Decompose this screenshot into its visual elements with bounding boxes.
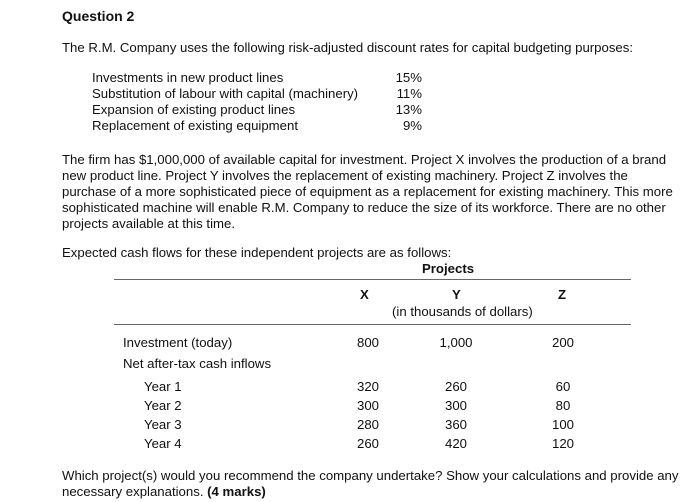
year-label: Year 3 xyxy=(144,417,182,432)
cashflow-cell: 300 xyxy=(444,398,467,413)
cashflow-cell: 280 xyxy=(356,417,379,432)
intro-paragraph: The R.M. Company uses the following risk-adjusted discount rates for capital budgeting purposes: xyxy=(62,40,634,55)
cashflow-cell: 120 xyxy=(551,436,574,451)
cashflow-cell: 260 xyxy=(444,379,467,394)
inflows-label: Net after-tax cash inflows xyxy=(123,356,272,371)
cashflow-cell: 60 xyxy=(555,379,571,394)
cashflow-cell: 100 xyxy=(551,417,574,432)
cashflow-cell: 300 xyxy=(356,398,379,413)
rate-value: 9% xyxy=(402,118,422,133)
column-header-x: X xyxy=(360,287,369,302)
cashflow-cell: 80 xyxy=(555,398,571,413)
rate-label: Expansion of existing product lines xyxy=(92,102,296,117)
table-top-rule xyxy=(114,279,631,280)
rate-label: Replacement of existing equipment xyxy=(92,118,298,133)
rate-row xyxy=(92,86,422,102)
investment-z: 200 xyxy=(551,335,574,350)
cashflow-cell: 320 xyxy=(356,379,379,394)
column-header-z: Z xyxy=(558,287,567,302)
year-label: Year 1 xyxy=(144,379,182,394)
rate-label: Investments in new product lines xyxy=(92,70,284,85)
rate-label: Substitution of labour with capital (machinery) xyxy=(92,86,359,101)
rate-value: 15% xyxy=(395,70,422,85)
question-text: Which project(s) would you recommend the company undertake? Show your calculations and provide any necessary explanations. xyxy=(62,468,679,499)
project-description: The firm has $1,000,000 of available capital for investment. Project X involves the production of a brand new product line. Project Y involves the replacement of existing machinery. Project Z involves the purchase of a more sophisticated piece of equipment as a replacement for existing machinery. This more sophisticated machine will enable R.M. Company to reduce the size of its workforce. There are no other projects available at this time. xyxy=(62,152,673,231)
table-header-rule xyxy=(114,324,631,325)
rate-value: 13% xyxy=(395,102,422,117)
question-title: Question 2 xyxy=(62,8,135,24)
investment-x: 800 xyxy=(356,335,379,350)
year-label: Year 4 xyxy=(144,436,182,451)
rate-row xyxy=(92,102,422,118)
column-header-y: Y xyxy=(452,287,461,302)
year-label: Year 2 xyxy=(144,398,182,413)
units-label: (in thousands of dollars) xyxy=(392,304,533,319)
cashflow-cell: 360 xyxy=(444,417,467,432)
question-prompt xyxy=(62,468,682,500)
projects-heading: Projects xyxy=(422,261,475,276)
investment-y: 1,000 xyxy=(439,335,473,350)
rate-value: 11% xyxy=(396,86,422,101)
marks-label: (4 marks) xyxy=(207,484,266,499)
rate-row xyxy=(92,70,422,86)
table-intro: Expected cash flows for these independent projects are as follows: xyxy=(62,245,452,260)
rate-row xyxy=(92,118,422,134)
cashflow-cell: 260 xyxy=(356,436,379,451)
discount-rate-list xyxy=(92,70,422,134)
cashflow-cell: 420 xyxy=(444,436,467,451)
investment-label: Investment (today) xyxy=(123,335,233,350)
